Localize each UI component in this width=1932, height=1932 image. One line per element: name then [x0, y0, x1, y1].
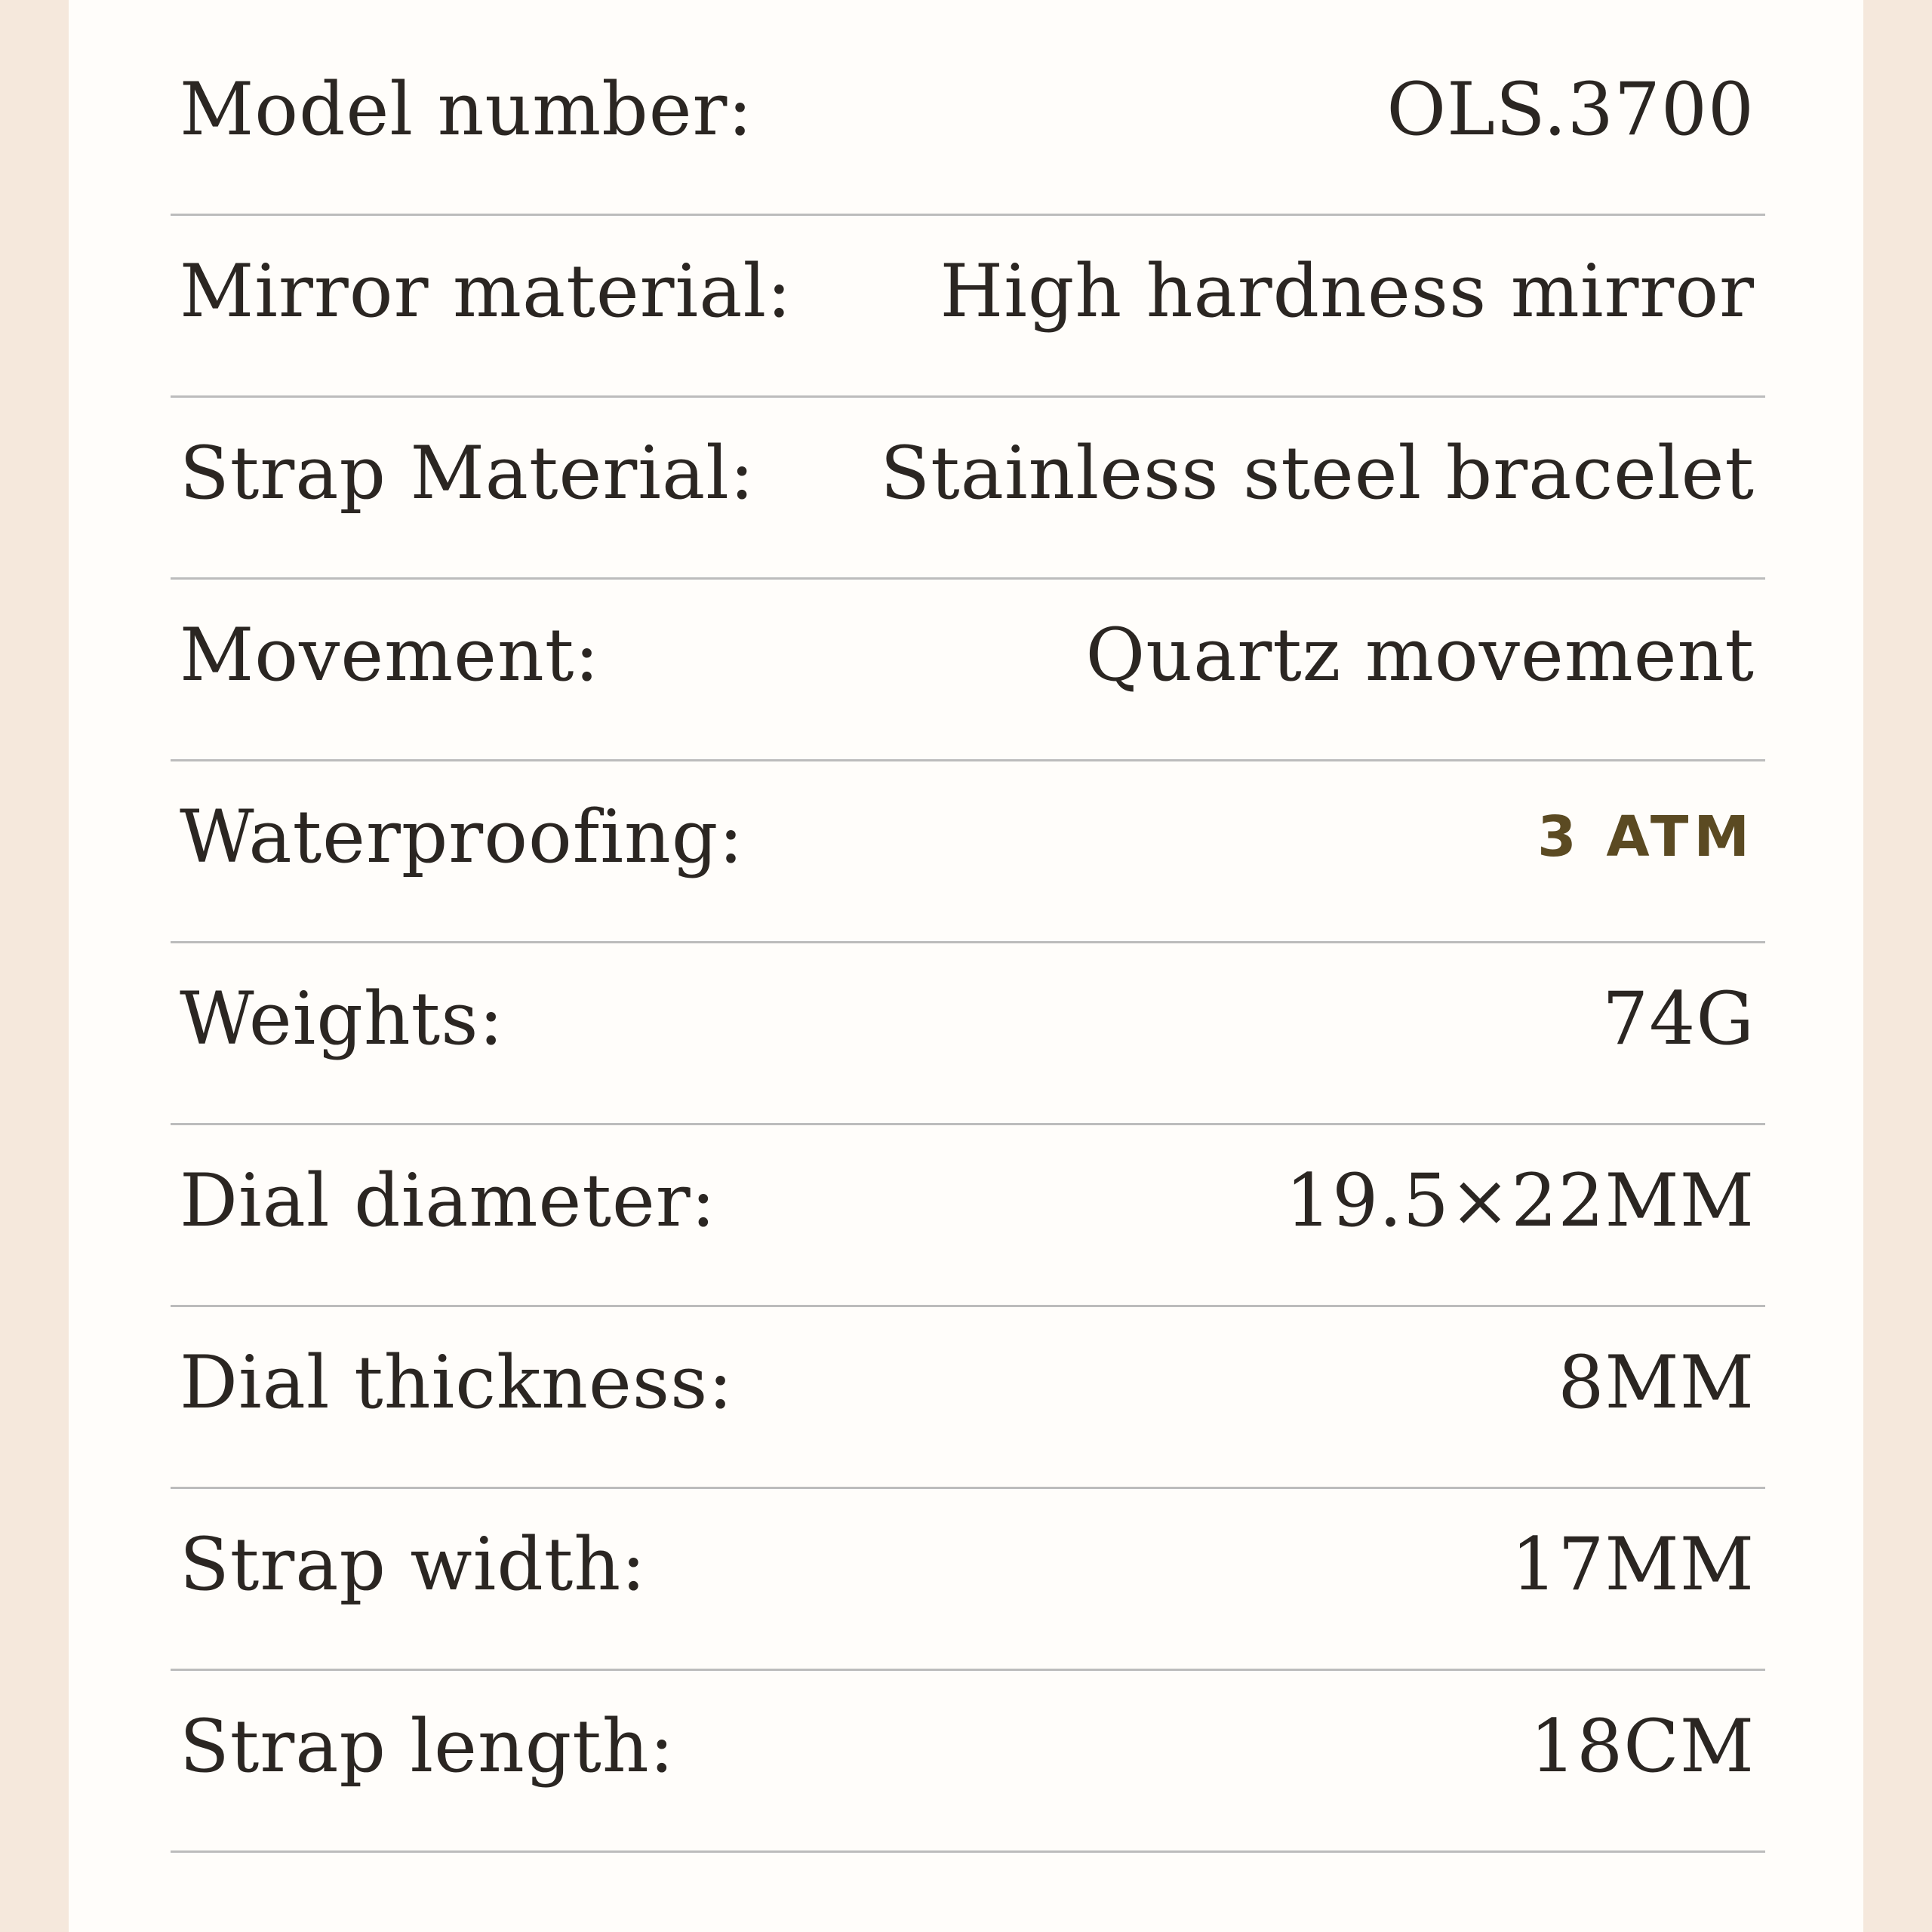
spec-row-waterproofing — [171, 761, 1765, 943]
spec-card — [69, 0, 1863, 1932]
spec-row-dial-diameter — [171, 1125, 1765, 1307]
spec-label: Movement: — [180, 613, 600, 697]
spec-row-strap-length — [171, 1671, 1765, 1853]
spec-label: Dial diameter: — [180, 1158, 716, 1243]
spec-value: 18CM — [1530, 1704, 1755, 1789]
spec-label: Dial thickness: — [180, 1340, 734, 1425]
spec-value: OLS.3700 — [1386, 67, 1755, 152]
spec-label: Strap Material: — [180, 431, 755, 515]
spec-row-strap-material — [171, 398, 1765, 580]
spec-label: Weights: — [180, 977, 504, 1061]
spec-row-movement — [171, 580, 1765, 761]
spec-value: Quartz movement — [1085, 613, 1755, 697]
spec-table — [171, 34, 1765, 1853]
spec-value: 19.5×22MM — [1285, 1158, 1755, 1243]
spec-value: High hardness mirror — [940, 249, 1755, 334]
spec-row-weights — [171, 943, 1765, 1125]
spec-value: Stainless steel bracelet — [880, 431, 1755, 515]
spec-row-strap-width — [171, 1489, 1765, 1671]
spec-value-highlight: 3 ATM — [1537, 804, 1755, 869]
spec-label: Strap width: — [180, 1522, 647, 1607]
spec-row-model-number — [171, 34, 1765, 216]
spec-value: 8MM — [1558, 1340, 1755, 1425]
spec-row-dial-thickness — [171, 1307, 1765, 1489]
spec-value: 17MM — [1511, 1522, 1755, 1607]
spec-row-mirror-material — [171, 216, 1765, 398]
spec-label: Waterproofing: — [180, 795, 744, 879]
spec-label: Mirror material: — [180, 249, 792, 334]
spec-label: Strap length: — [180, 1704, 675, 1789]
spec-value: 74G — [1602, 977, 1755, 1061]
spec-label: Model number: — [180, 67, 753, 152]
